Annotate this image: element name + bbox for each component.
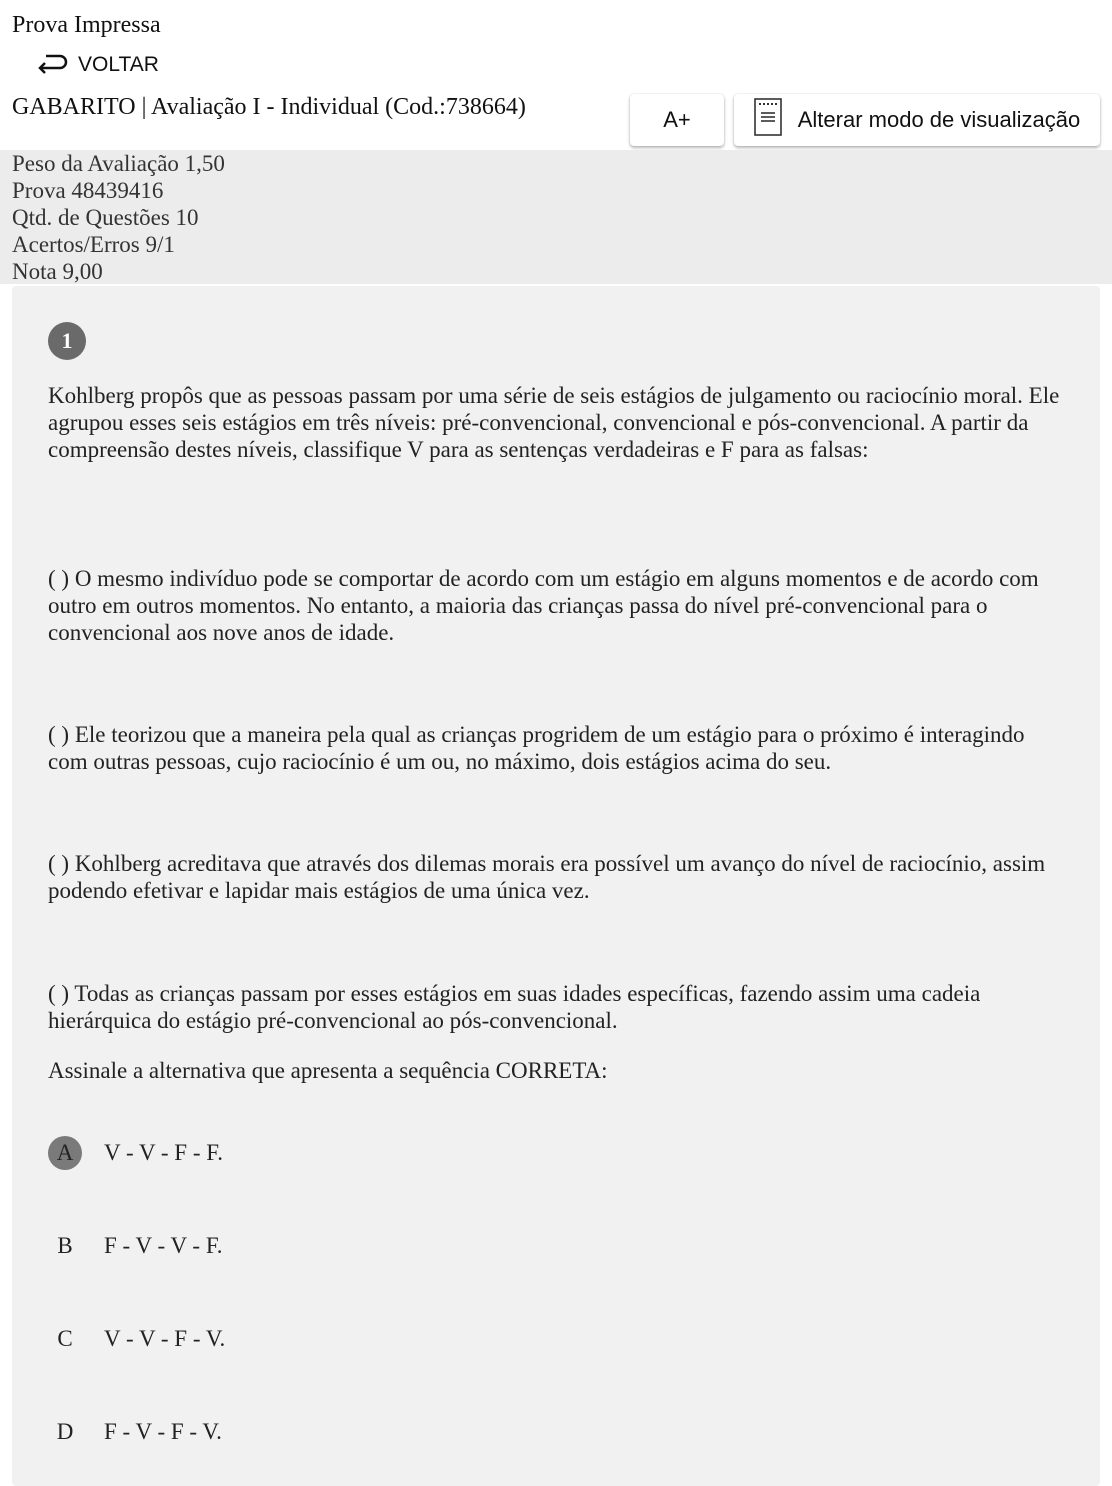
option-text: V - V - F - F. — [104, 1140, 223, 1165]
exam-title: GABARITO | Avaliação I - Individual (Cod.:738664) — [12, 94, 526, 120]
hits-misses-info: Acertos/Erros 9/1 — [12, 232, 175, 257]
question-card — [12, 286, 1100, 1486]
exam-info-panel — [0, 150, 1112, 284]
option-text: F - V - F - V. — [104, 1419, 222, 1444]
statement-item: ( ) Todas as crianças passam por esses estágios em suas idades específicas, fazendo assim uma cadeia hierárquica do estágio pré-convencional ao pós-convencional. — [48, 981, 981, 1033]
option-text: V - V - F - V. — [104, 1326, 226, 1351]
question-count-info: Qtd. de Questões 10 — [12, 205, 199, 230]
option-d[interactable] — [48, 1415, 222, 1449]
exam-id-info: Prova 48439416 — [12, 178, 164, 203]
change-view-mode-button[interactable] — [734, 94, 1100, 146]
option-c[interactable] — [48, 1322, 225, 1356]
document-icon — [754, 98, 782, 142]
back-label: VOLTAR — [78, 53, 159, 76]
option-a[interactable] — [48, 1136, 223, 1170]
option-letter: C — [57, 1326, 73, 1351]
option-letter: A — [48, 1136, 82, 1170]
statement-item: ( ) Kohlberg acreditava que através dos dilemas morais era possível um avanço do nível de raciocínio, assim podendo efetivar e lapidar mais estágios de uma única vez. — [48, 851, 1046, 903]
statement-item: ( ) O mesmo indivíduo pode se comportar de acordo com um estágio em alguns momentos e de acordo com outro em outros momentos. No entanto, a maioria das crianças passa do nível pré-convencional para o convencional aos nove anos de idade. — [48, 566, 1039, 645]
back-button[interactable] — [36, 50, 159, 80]
option-letter: D — [56, 1419, 74, 1444]
question-number-badge: 1 — [48, 322, 86, 360]
font-button-label: A+ — [663, 107, 691, 132]
question-prompt: Assinale a alternativa que apresenta a sequência CORRETA: — [48, 1058, 608, 1083]
weight-info: Peso da Avaliação 1,50 — [12, 151, 225, 176]
view-mode-label: Alterar modo de visualização — [797, 107, 1081, 132]
option-text: F - V - V - F. — [104, 1233, 223, 1258]
grade-info: Nota 9,00 — [12, 259, 103, 284]
option-b[interactable] — [48, 1229, 223, 1263]
increase-font-button[interactable] — [630, 94, 724, 146]
page-title: Prova Impressa — [12, 12, 161, 38]
question-statement: Kohlberg propôs que as pessoas passam por uma série de seis estágios de julgamento ou raciocínio moral. Ele agrupou esses seis estágios em três níveis: pré-convencional, convencional e pós-convencional. A partir da compreensão destes níveis, classifique V para as sentenças verdadeiras e F para as falsas: — [48, 383, 1060, 462]
option-letter: B — [57, 1233, 73, 1258]
return-arrow-icon — [36, 50, 70, 80]
statement-item: ( ) Ele teorizou que a maneira pela qual as crianças progridem de um estágio para o próximo é interagindo com outras pessoas, cujo raciocínio é um ou, no máximo, dois estágios acima do seu. — [48, 722, 1025, 774]
